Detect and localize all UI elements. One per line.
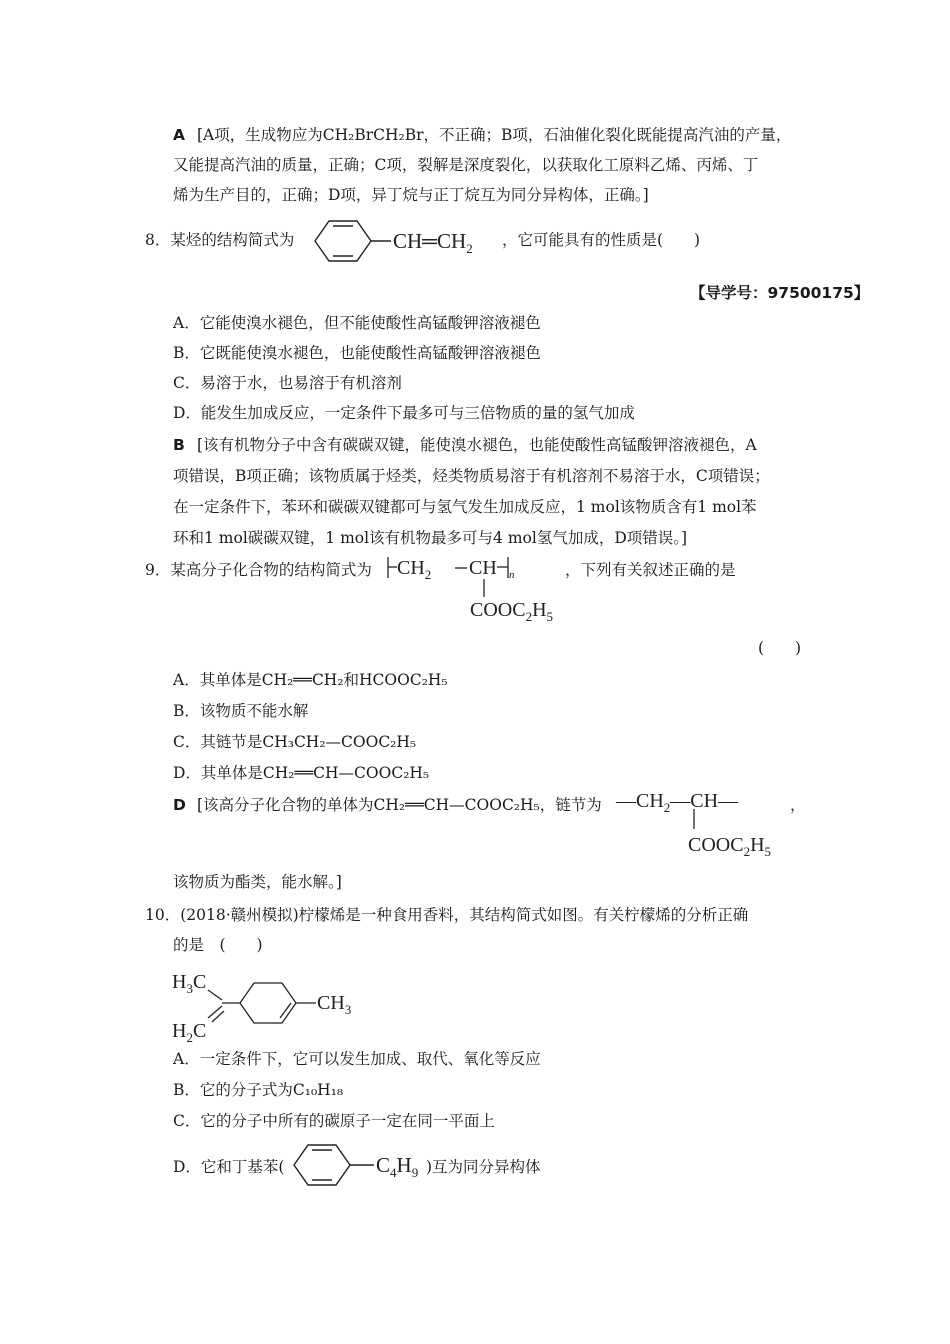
svg-text:H2C: $H_2C$ [172, 1020, 207, 1045]
butylbenzene-structure [290, 1140, 440, 1190]
q10-stem-line1: 10．(2018·赣州模拟)柠檬烯是一种食用香料，其结构简式如图。有关柠檬烯的分析正确 [145, 906, 749, 924]
styrene-sub: 2 [466, 241, 473, 256]
q9-answer-bracket: ( ) [758, 639, 802, 657]
svg-text:COOC2H5: $COOC_2H_5$ [688, 834, 772, 859]
q8-stem-suffix: ，它可能具有的性质是( ) [502, 231, 701, 249]
q8-guide-number: 【导学号：97500175】 [690, 284, 870, 302]
q8-option-d: D．能发生加成反应，一定条件下最多可与三倍物质的量的氢气加成 [173, 404, 635, 422]
q8-option-b: B．它既能使溴水褪色，也能使酸性高锰酸钾溶液褪色 [173, 344, 541, 362]
q8-stem-prefix: 8．某烃的结构简式为 [145, 231, 295, 249]
q9-explanation-line1: [该高分子化合物的单体为CH₂══CH—COOC₂H₅，链节为 [197, 796, 602, 814]
svg-text:CH3: $CH_3$ [317, 992, 352, 1017]
q10-option-b: B．它的分子式为C₁₀H₁₈ [173, 1081, 344, 1099]
q9-option-b: B．该物质不能水解 [173, 702, 309, 720]
styrene-group: CH═CH [393, 229, 467, 253]
q9-explanation-line2: 该物质为酯类，能水解。] [173, 873, 342, 891]
repeat-unit-structure [612, 785, 812, 861]
styrene-structure [305, 216, 505, 266]
q10-option-d-prefix: D．它和丁基苯( [173, 1158, 285, 1176]
svg-text:C4H9: $C_4H_9$ [376, 1153, 419, 1180]
q9-option-d: D．其单体是CH₂══CH—COOC₂H₅ [173, 764, 430, 782]
q8-option-a: A．它能使溴水褪色，但不能使酸性高锰酸钾溶液褪色 [173, 314, 541, 332]
q7-explanation-line1: [A项，生成物应为CH₂BrCH₂Br，不正确；B项，石油催化裂化既能提高汽油的产量， [197, 126, 792, 144]
q10-option-a: A．一定条件下，它可以发生加成、取代、氧化等反应 [173, 1050, 541, 1068]
q9-stem-prefix: 9．某高分子化合物的结构简式为 [145, 561, 372, 579]
svg-text:CH2: $CH_2$ [397, 557, 432, 582]
svg-text:H3C: $H_3C$ [172, 971, 207, 996]
q8-explanation-line4: 环和1 mol碳碳双键，1 mol该有机物最多可与4 mol氢气加成，D项错误。] [173, 529, 688, 547]
q9-answer-letter: D [173, 796, 186, 814]
q8-explanation-line3: 在一定条件下，苯环和碳碳双键都可与氢气发生加成反应，1 mol该物质含有1 mol苯 [173, 498, 757, 516]
q9-stem-suffix: ，下列有关叙述正确的是 [565, 561, 736, 579]
q8-explanation-line2: 项错误，B项正确；该物质属于烃类，烃类物质易溶于有机溶剂不易溶于水，C项错误； [173, 467, 770, 485]
q8-answer-letter: B [173, 436, 185, 454]
svg-text:—CH2—CH—: $—CH_2—CH—$ [616, 790, 739, 815]
q9-explanation-comma: ， [790, 796, 806, 814]
q7-explanation-line2: 又能提高汽油的质量，正确；C项，裂解是深度裂化，以获取化工原料乙烯、丙烯、丁 [173, 156, 759, 174]
svg-text:COOC2H5: $COOC_2H_5$ [470, 599, 554, 624]
q7-answer-letter: A [173, 126, 185, 144]
q8-explanation-line1: [该有机物分子中含有碳碳双键，能使溴水褪色，也能使酸性高锰酸钾溶液褪色，A [197, 436, 757, 454]
polymer-structure [385, 552, 580, 634]
svg-text:n: n [509, 569, 515, 581]
svg-text:CH: CH [469, 557, 497, 579]
q10-option-d-suffix: )互为同分异构体 [426, 1158, 541, 1176]
q9-option-a: A．其单体是CH₂══CH₂和HCOOC₂H₅ [173, 671, 448, 689]
svg-text:CH═CH2 [393, 229, 473, 256]
q10-stem-line2: 的是 ( ) [173, 936, 263, 954]
q7-explanation-line3: 烯为生产目的，正确；D项，异丁烷与正丁烷互为同分异构体，正确。] [173, 186, 649, 204]
q9-option-c: C．其链节是CH₃CH₂—COOC₂H₅ [173, 733, 417, 751]
q8-option-c: C．易溶于水，也易溶于有机溶剂 [173, 374, 402, 392]
limonene-structure [170, 960, 385, 1046]
q10-option-c: C．它的分子中所有的碳原子一定在同一平面上 [173, 1112, 495, 1130]
